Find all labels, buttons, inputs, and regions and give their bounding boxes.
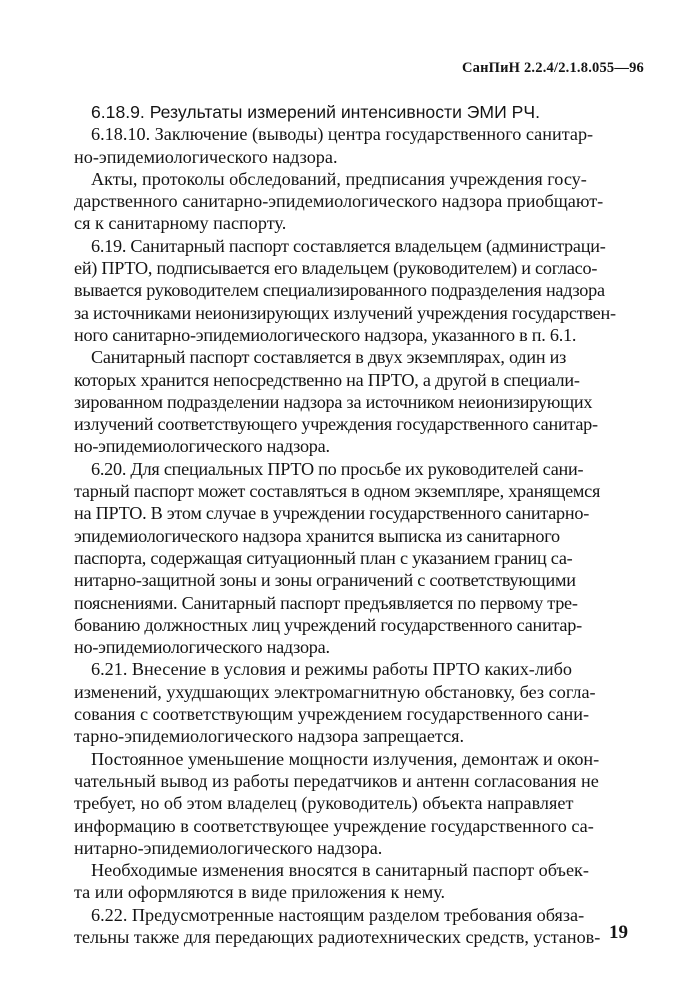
paragraph-6-19: 6.19. Санитарный паспорт составляется владельцем (администраци- ей) ПРТО, подписывается его владельцем (руководителем) и согласо- вывается руководителем специализированного подразделения надзора за источниками неионизирующих излучений учреждения государствен- ного санитарно-эпидемиологического надзора, указанного в п. 6.1. (74, 235, 616, 345)
page-number: 19 (609, 922, 628, 943)
document-code-header: СанПиН 2.2.4/2.1.8.055—96 (461, 60, 644, 76)
paragraph-6-18-9: 6.18.9. Результаты измерений интенсивности ЭМИ РЧ. (91, 102, 540, 122)
body-text (74, 101, 640, 948)
paragraph-6-20: 6.20. Для специальных ПРТО по просьбе их руководителей сани- тарный паспорт может составляться в одном экземпляре, хранящемся на ПРТО. В этом случае в учреждении государственного санитарно- эпидемиологического надзора хранится выписка из санитарного паспорта, содержащая ситуационный план с указанием границ са- нитарно-защитной зоны и зоны ограничений с соответствующими пояснениями. Санитарный паспорт предъявляется по первому тре- бованию должностных лиц учреждений государственного санитар- но-эпидемиологического надзора. (74, 458, 601, 658)
paragraph-6-21: 6.21. Внесение в условия и режимы работы ПРТО каких-либо изменений, ухудшающих электромагнитную обстановку, без согла- сования с соответствующим учреждением государственного сани- тарно-эпидемиологического надзора запрещается. (74, 659, 596, 747)
paragraph-6-22: 6.22. Предусмотренные настоящим разделом требования обяза- тельны также для передающих радиотехнических средств, установ- (74, 904, 601, 947)
paragraph-acts: Акты, протоколы обследований, предписания учреждения госу- дарственного санитарно-эпидемиологического надзора приобщают- ся к санитарному паспорту. (74, 168, 604, 234)
paragraph-changes: Необходимые изменения вносятся в санитарный паспорт объек- та или оформляются в виде приложения к нему. (74, 860, 589, 903)
paragraph-power-reduction: Постоянное уменьшение мощности излучения, демонтаж и окон- чательный вывод из работы передатчиков и антенн согласования не требует, но об этом владелец (руководитель) объекта направляет информацию в соответствующее учреждение государственного са- нитарно-эпидемиологического надзора. (74, 748, 600, 858)
paragraph-6-18-10: 6.18.10. Заключение (выводы) центра государственного санитар- но-эпидемиологического надзора. (74, 124, 594, 167)
paragraph-two-copies: Санитарный паспорт составляется в двух экземплярах, один из которых хранится непосредственно на ПРТО, а другой в специали- зированном подразделении надзора за источником неионизирующих излучений соответствующего учреждения государственного санитар- но-эпидемиологического надзора. (74, 347, 598, 457)
